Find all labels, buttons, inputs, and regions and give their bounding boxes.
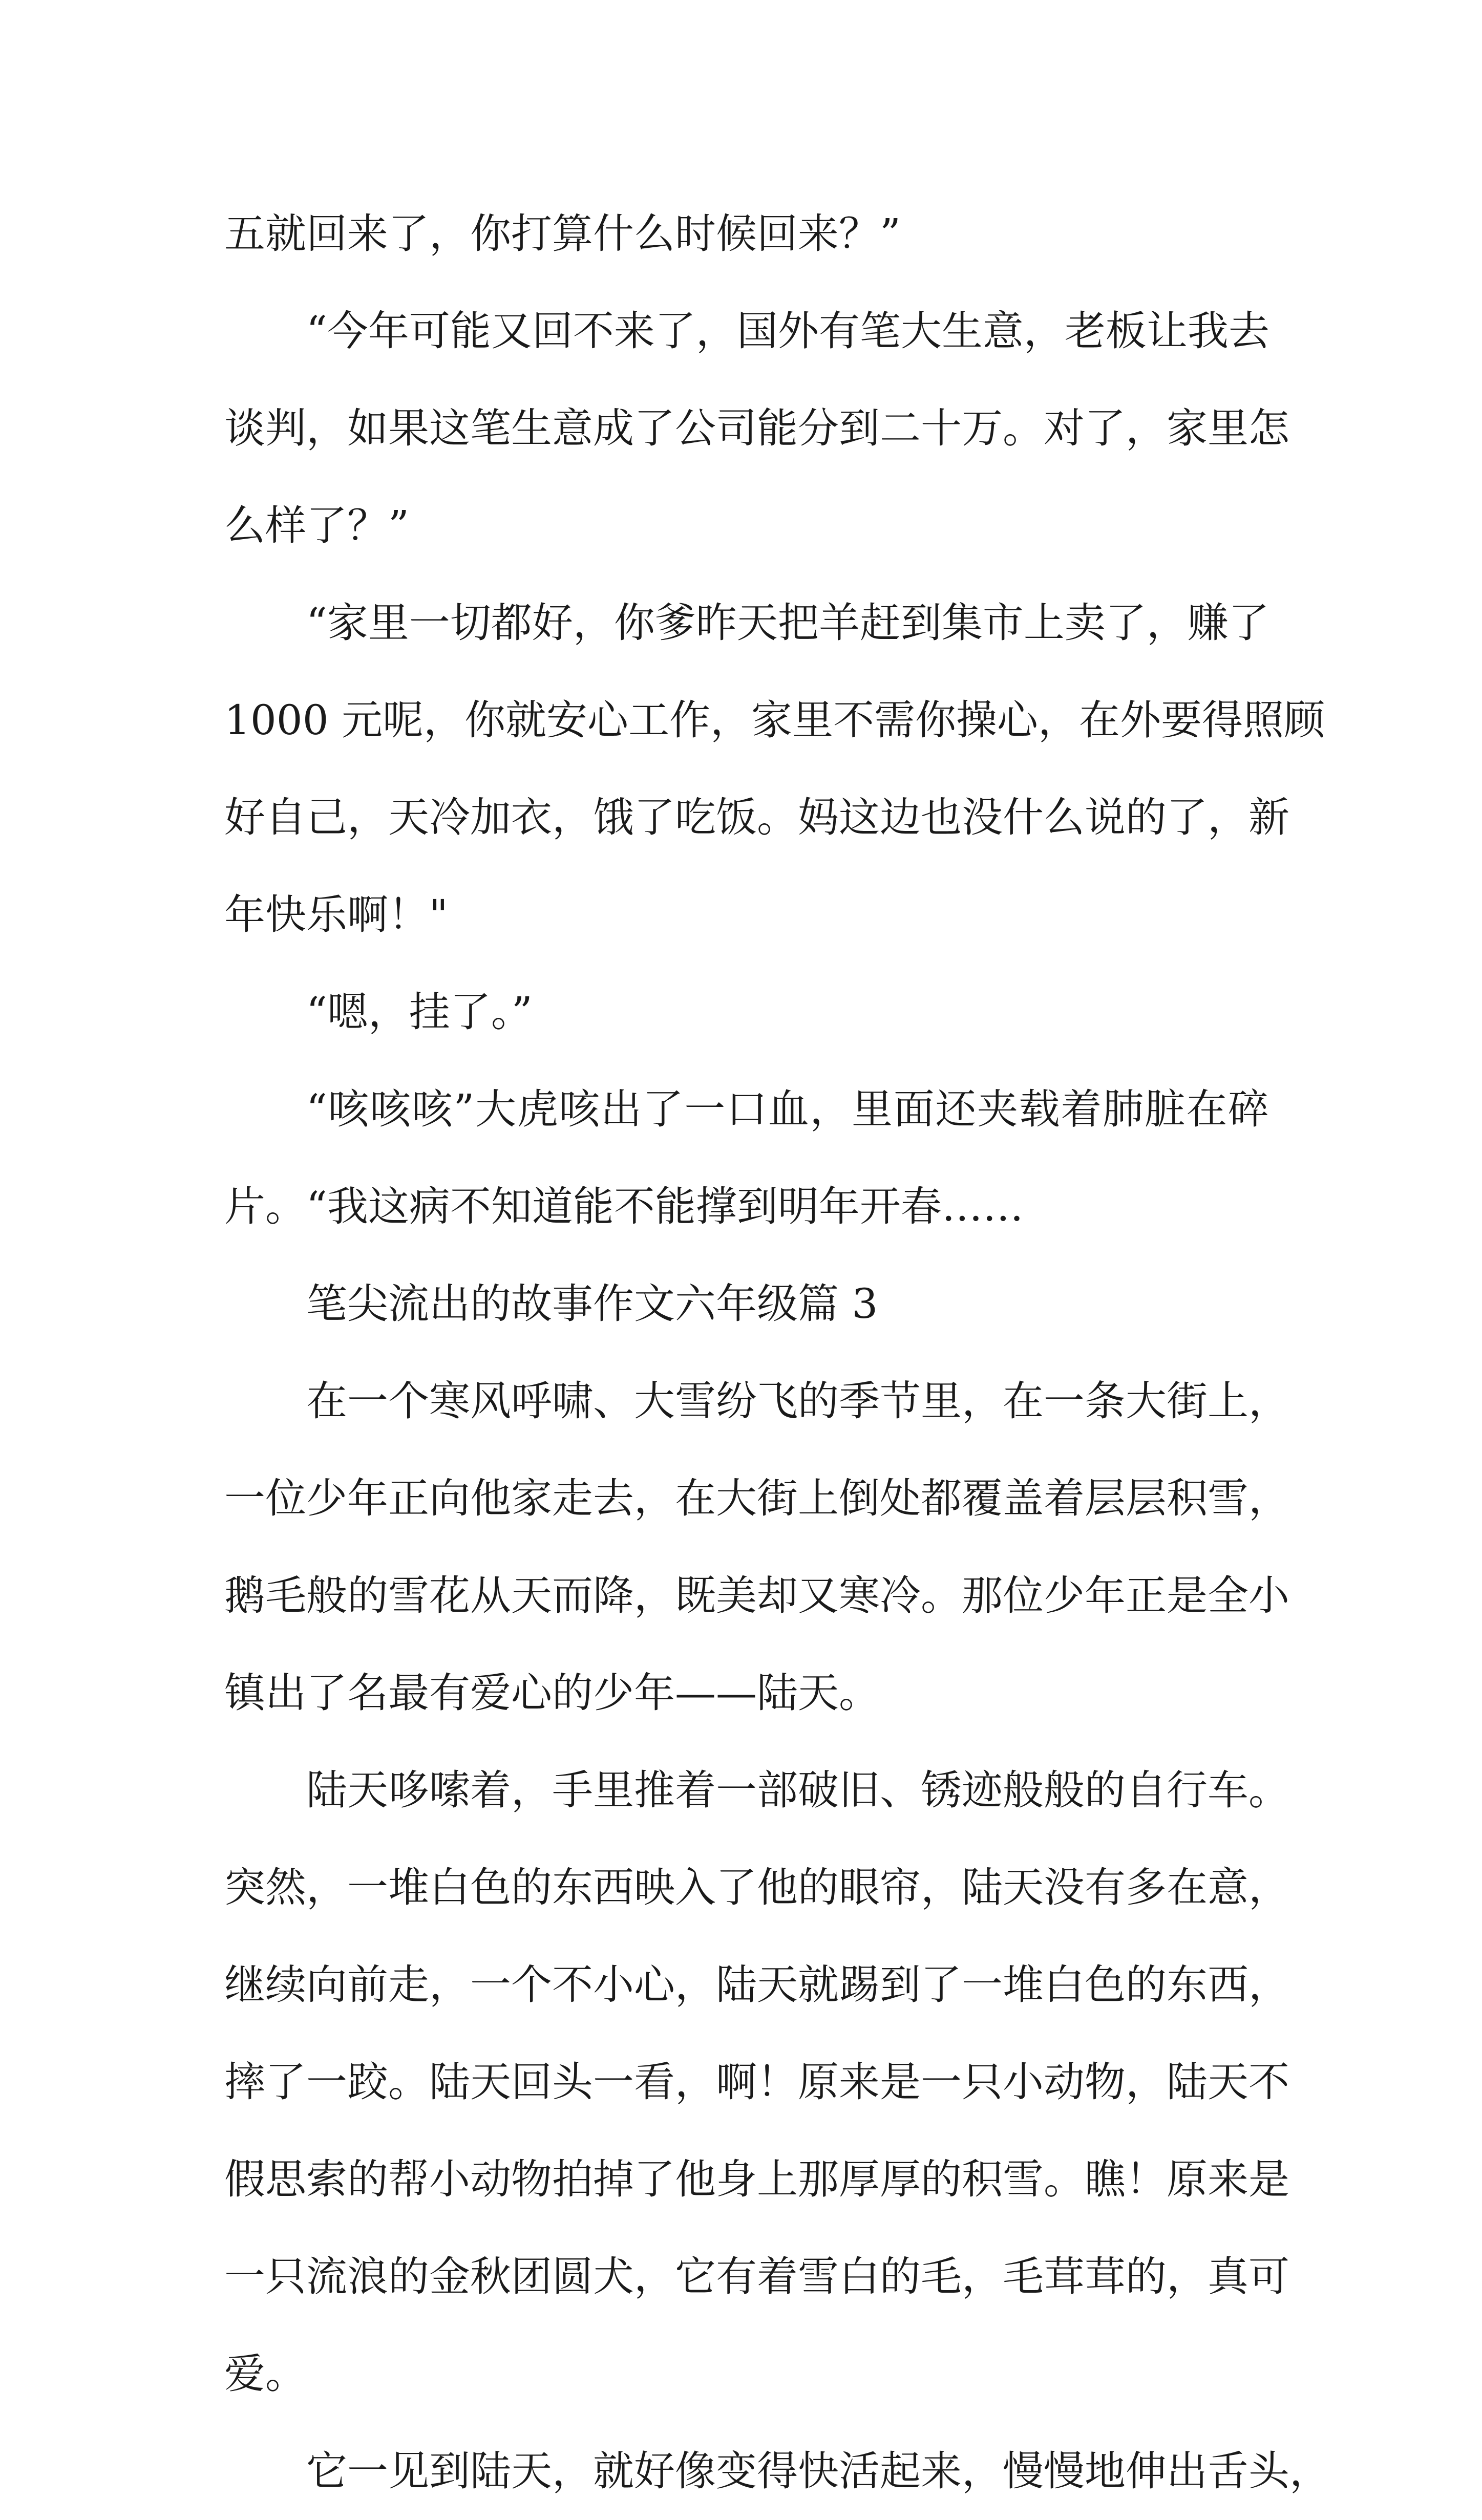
paragraph bbox=[224, 283, 1289, 574]
text-line: 一只流浪的金秋团圆犬，它有着雪白的毛，毛茸茸的，真可 bbox=[224, 2253, 1289, 2300]
text-line: 鹅毛般的雪花从天而降，既美却又寒冷。那位少年正是全小 bbox=[224, 1572, 1289, 1619]
text-line: 年快乐啊！" bbox=[224, 891, 448, 938]
paragraph bbox=[224, 1255, 1269, 1353]
paragraph bbox=[224, 964, 1269, 1061]
text-line: 它一见到陆天，就好像变得快活起来，慢慢地伸出舌头， bbox=[306, 2447, 1330, 2495]
text-line: 五就回来了，你打算什么时候回来？” bbox=[224, 210, 901, 258]
paragraph bbox=[224, 2423, 1330, 2520]
text-line: “嗯，挂了。” bbox=[306, 988, 533, 1036]
text-line: 谈判，如果这笔生意成了公司能分到二十万。对了，家里怎 bbox=[224, 404, 1289, 452]
paragraph bbox=[224, 1742, 1289, 2423]
text-line: 陆天哆嗦着，手里推着一部破旧、锈迹般般的自行车。 bbox=[306, 1766, 1289, 1814]
text-line: 笔尖流出的故事作文六年级篇 3 bbox=[306, 1280, 878, 1328]
text-line: “咳咳咳”大虎咳出了一口血，里面还夹载着肺脏在碎 bbox=[306, 1085, 1269, 1133]
text-line: 1000 元呢，你就安心工作，家里不需你操心，在外要得照顾 bbox=[224, 696, 1325, 744]
text-line: “今年可能又回不来了，国外有笔大生意，老板让我去 bbox=[306, 307, 1269, 355]
text-line: 好自己，天冷加衣，饿了吃饭。妈这边也没什么说的了，新 bbox=[224, 794, 1289, 841]
paragraph bbox=[224, 1061, 1269, 1255]
text-line: 摔了一跤。陆天回头一看，啊！原来是一只小动物，陆天不 bbox=[224, 2058, 1289, 2106]
text-line: 一位少年正向他家走去，在大街上倒处都覆盖着层层积雪， bbox=[224, 1475, 1289, 1522]
text-line: 爱。 bbox=[224, 2350, 306, 2398]
paragraph bbox=[224, 1353, 1289, 1742]
text-line: 镇出了名最有爱心的少年——陆天。 bbox=[224, 1669, 880, 1717]
text-line: “家里一切都好，你爹昨天把羊赶到集市上卖了，赚了 bbox=[306, 599, 1269, 647]
text-line: 么样了？” bbox=[224, 502, 409, 549]
text-line: 在一个寒风呼啸、大雪纷飞的季节里，在一条大街上， bbox=[306, 1377, 1289, 1425]
paragraph bbox=[224, 185, 1269, 283]
text-line: 继续向前走，一个不小心，陆天就踢到了一堆白色的东西， bbox=[224, 1961, 1289, 2009]
text-line: 片。“我这病不知道能不能撑到明年开春…… bbox=[224, 1183, 1024, 1230]
text-line: 假思索的帮小动物拍掉了他身上那厚厚的积雪。瞧！原来是 bbox=[224, 2155, 1289, 2203]
document-body bbox=[224, 185, 1330, 2520]
paragraph bbox=[224, 574, 1325, 964]
text-line: 突然，一堆白色的东西映入了他的眼帘，陆天没有多在意， bbox=[224, 1864, 1289, 1911]
